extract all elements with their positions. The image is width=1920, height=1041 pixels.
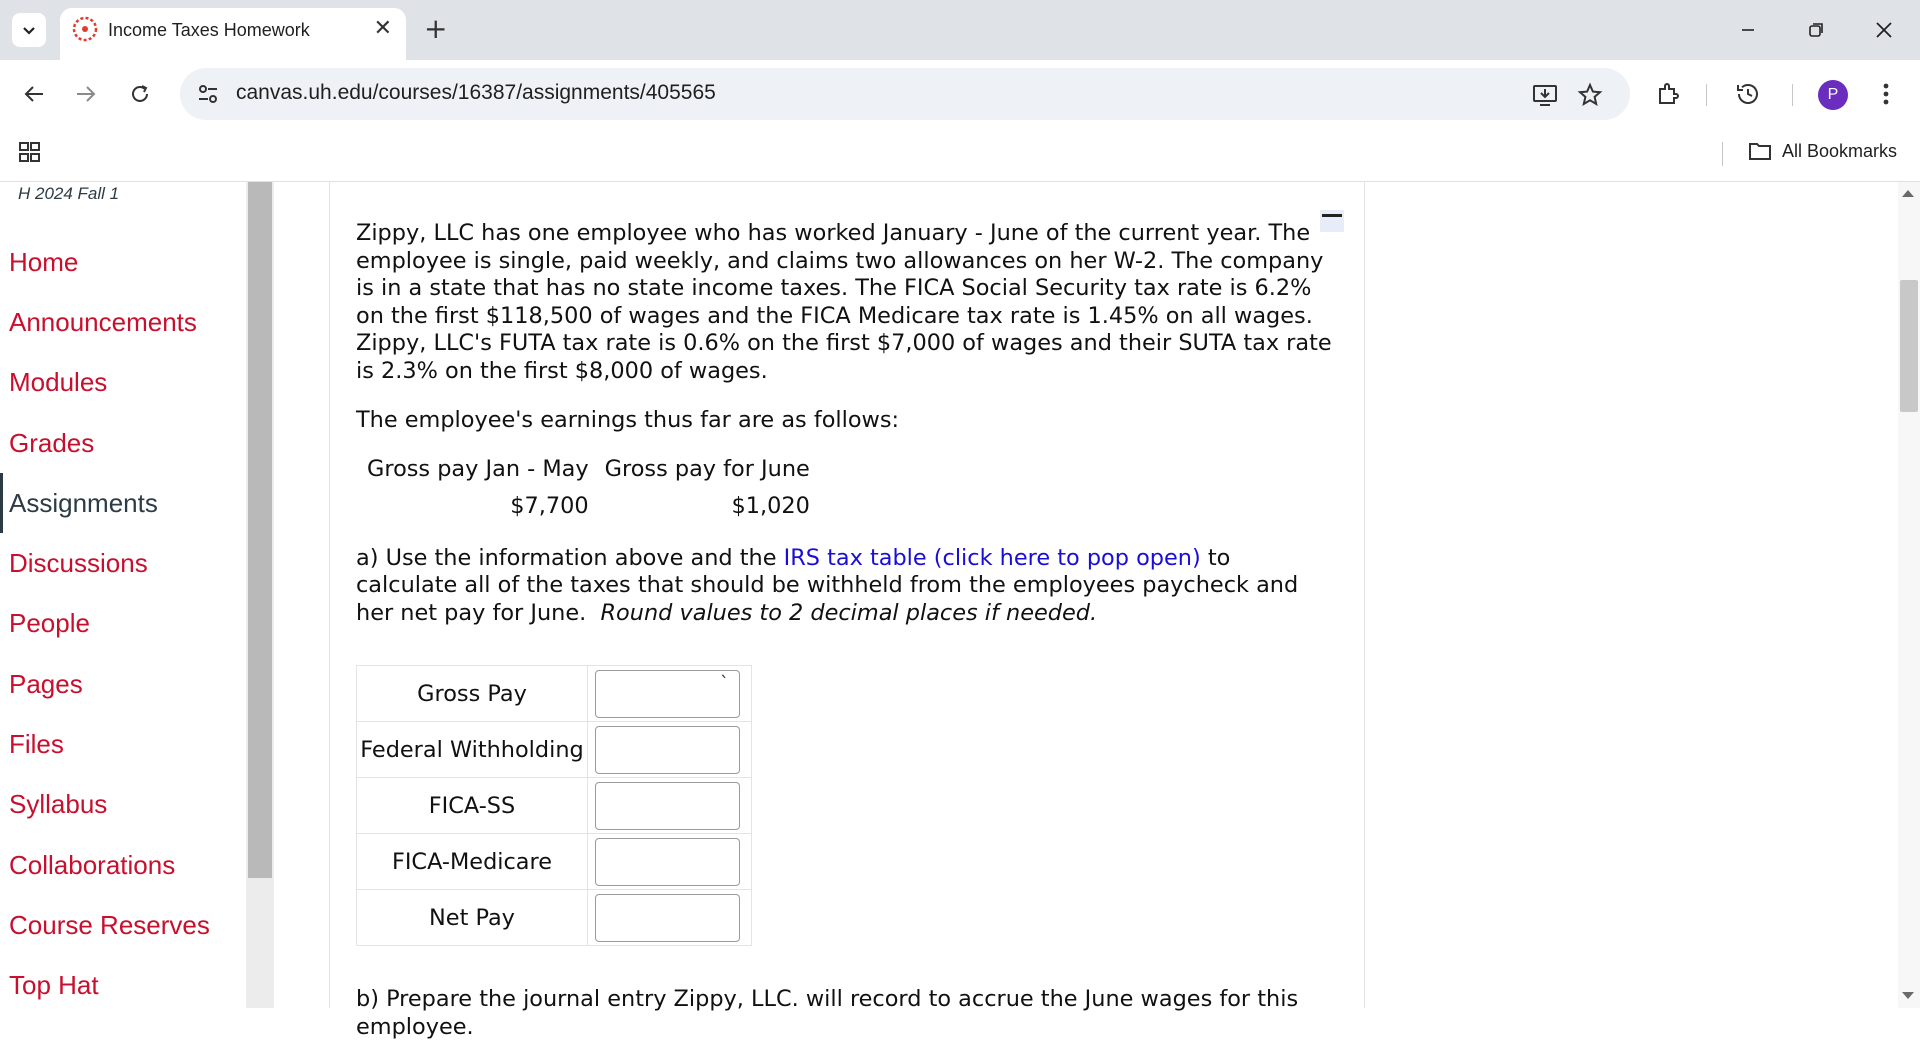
question-intro: Zippy, LLC has one employee who has worked January - June of the current year. The employee is single, paid weekly, and claims two allowances on her W-2. The company is in a state that has no state income taxes. The FICA Social Security tax rate is 6.2% on the first $118,500 of wages and the FICA Medicare tax rate is 1.45% on all wages. Zippy, LLC's FUTA tax rate is 0.6% on the first $7,000 of wages and their SUTA tax rate is 2.3% on the first $8,000 of wages. (356, 220, 1332, 384)
nav-item-pages[interactable]: Pages (9, 668, 83, 699)
all-bookmarks-label: All Bookmarks (1782, 140, 1898, 161)
earnings-intro: The employee's earnings thus far are as follows: (356, 407, 900, 433)
forward-arrow-icon[interactable] (68, 76, 104, 112)
browser-toolbar (0, 60, 1920, 128)
active-tab[interactable] (60, 8, 406, 60)
rounding-instruction: Round values to 2 decimal places if needed. (600, 599, 1098, 626)
earnings-header-jan-may: Gross pay Jan - May (367, 456, 589, 482)
toolbar-divider-2 (1792, 84, 1793, 106)
canvas-logo-icon (72, 16, 98, 42)
nav-item-syllabus[interactable]: Syllabus (9, 789, 108, 820)
nav-item-grades[interactable]: Grades (9, 427, 95, 458)
minimize-icon[interactable] (1728, 12, 1768, 48)
answer-row-fica-ss (357, 778, 752, 834)
fica-ss-input[interactable] (595, 782, 740, 830)
window-close-icon[interactable] (1864, 12, 1904, 48)
fica-medicare-input[interactable] (595, 838, 740, 886)
bookmarks-divider (1722, 142, 1723, 166)
close-icon[interactable]: ✕ (373, 16, 392, 41)
toolbar-divider (1706, 84, 1707, 106)
extensions-icon[interactable] (1650, 76, 1686, 112)
part-a-suffix: to calculate all of the taxes that should be withheld from the employees paycheck and her net pay for June. (356, 544, 1299, 626)
answer-label: Gross Pay (357, 666, 588, 722)
nav-item-course-reserves[interactable]: Course Reserves (9, 909, 210, 940)
scroll-down-icon[interactable] (1902, 992, 1914, 999)
star-icon[interactable] (1575, 80, 1605, 110)
earnings-value-june: $1,020 (731, 493, 810, 519)
nav-item-modules[interactable]: Modules (9, 367, 108, 398)
apps-grid-icon[interactable] (18, 140, 42, 164)
earnings-value-jan-may: $7,700 (510, 493, 589, 519)
answer-label: Federal Withholding (357, 722, 588, 778)
part-a-prefix: a) Use the information above and the (356, 544, 784, 571)
history-icon[interactable] (1730, 76, 1766, 112)
page-scrollbar-thumb[interactable] (1900, 280, 1918, 412)
back-arrow-icon[interactable] (16, 76, 52, 112)
profile-avatar[interactable]: P (1818, 80, 1848, 110)
plus-icon[interactable]: + (424, 12, 448, 45)
tab-search-button[interactable] (12, 13, 46, 47)
answer-label: Net Pay (357, 890, 588, 946)
course-label: H 2024 Fall 1 (18, 184, 120, 203)
more-vert-icon[interactable] (1868, 76, 1904, 112)
earnings-header-june: Gross pay for June (604, 456, 810, 482)
install-app-icon[interactable] (1530, 80, 1560, 110)
gross-pay-input[interactable] (595, 670, 740, 718)
nav-item-home[interactable]: Home (9, 246, 79, 277)
site-info-icon[interactable] (196, 82, 220, 106)
nav-item-collaborations[interactable]: Collaborations (9, 849, 176, 880)
tab-title: Income Taxes Homework (108, 20, 310, 40)
answer-label: FICA-SS (357, 778, 588, 834)
bookmarks-bar (0, 128, 1920, 182)
nav-item-top-hat[interactable]: Top Hat (9, 970, 99, 1001)
answer-table (356, 665, 752, 946)
folder-icon (1748, 140, 1772, 162)
answer-row-net-pay (357, 890, 752, 946)
chevron-down-icon (21, 22, 37, 38)
reload-icon[interactable] (122, 76, 158, 112)
answer-row-gross-pay (357, 666, 752, 722)
answer-row-fica-medicare (357, 834, 752, 890)
irs-tax-table-link[interactable]: IRS tax table (click here to pop open) (783, 544, 1201, 571)
restore-icon[interactable] (1796, 12, 1836, 48)
net-pay-input[interactable] (595, 894, 740, 942)
input-value: ` (720, 672, 729, 694)
part-a-text (356, 545, 1336, 628)
nav-item-assignments[interactable]: Assignments (0, 473, 246, 533)
nav-item-discussions[interactable]: Discussions (9, 548, 148, 579)
earnings-table (367, 451, 826, 525)
address-bar[interactable] (180, 68, 1630, 120)
course-navigation (0, 232, 246, 1016)
question-body (356, 220, 1336, 1041)
all-bookmarks-button[interactable] (1748, 140, 1897, 162)
nav-item-files[interactable]: Files (9, 729, 64, 760)
answer-row-federal-withholding (357, 722, 752, 778)
nav-item-people[interactable]: People (9, 608, 90, 639)
page-content (0, 182, 1920, 1040)
sidebar-scrollbar-thumb[interactable] (248, 182, 272, 878)
tab-strip (0, 0, 1920, 60)
nav-item-announcements[interactable]: Announcements (9, 306, 197, 337)
answer-label: FICA-Medicare (357, 834, 588, 890)
part-b-text: b) Prepare the journal entry Zippy, LLC. will record to accrue the June wages for this employee. (356, 986, 1299, 1040)
federal-withholding-input[interactable] (595, 726, 740, 774)
url-text[interactable]: canvas.uh.edu/courses/16387/assignments/405565 (236, 81, 716, 104)
scroll-up-icon[interactable] (1902, 190, 1914, 197)
